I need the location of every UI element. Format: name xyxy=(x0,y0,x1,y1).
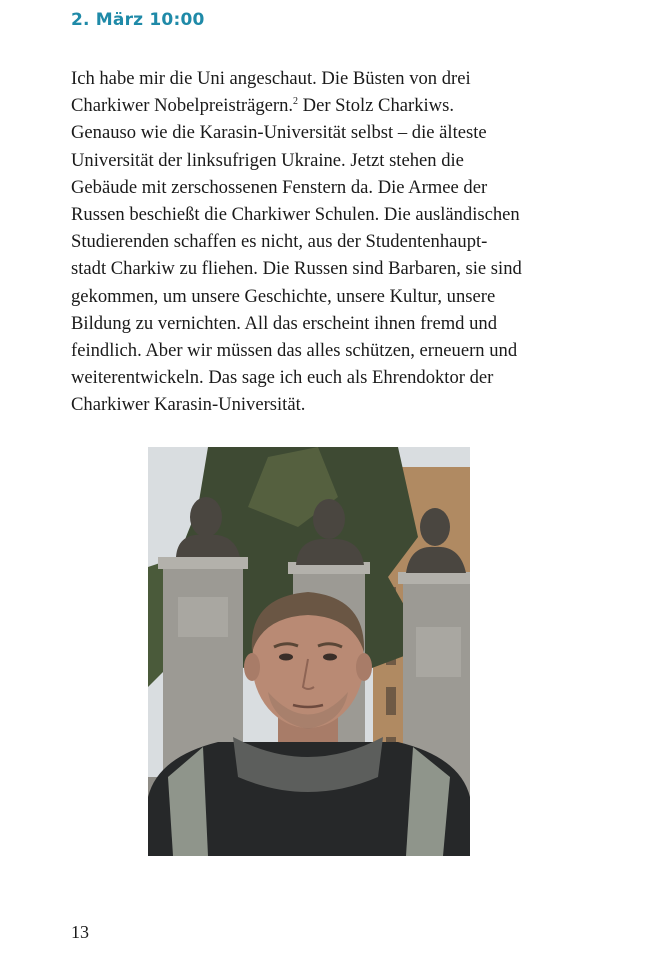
text-line: Bildung zu vernichten. All das erscheint ihnen fremd und xyxy=(71,312,498,334)
body-paragraph xyxy=(71,65,571,418)
text-line: Genauso wie die Karasin-Universität selbst – die älteste xyxy=(71,122,487,144)
text-line: Gebäude mit zerschossenen Fenstern da. Die Armee der xyxy=(71,176,488,198)
text-line: Ich habe mir die Uni angeschaut. Die Büsten von drei xyxy=(71,68,471,89)
text-line: stadt Charkiw zu fliehen. Die Russen sind Barbaren, sie sind xyxy=(71,258,522,280)
text-line: weiterentwickeln. Das sage ich euch als Ehrendoktor der xyxy=(71,367,494,389)
text-line: Studierenden schaffen es nicht, aus der Studentenhaupt- xyxy=(71,231,488,253)
text-line: Charkiwer Nobelpreisträgern.$^2$ Der Stolz Charkiws. xyxy=(71,95,454,117)
text-line: Charkiwer Karasin-Universität. xyxy=(71,394,306,416)
footnote-marker[interactable]: 2 xyxy=(293,96,299,108)
selfie-photo-with-busts-icon xyxy=(148,447,470,856)
selfie-photo xyxy=(148,447,470,856)
page-number: 13 xyxy=(71,922,89,942)
entry-heading: 2. März 10:00 xyxy=(71,10,205,30)
text-line: Russen beschießt die Charkiwer Schulen. Die ausländischen xyxy=(71,203,520,225)
text-line: gekommen, um unsere Geschichte, unsere Kultur, unsere xyxy=(71,285,496,307)
text-line: feindlich. Aber wir müssen das alles schützen, erneuern und xyxy=(71,339,518,361)
text-line: Universität der linksufrigen Ukraine. Jetzt stehen die xyxy=(71,149,464,171)
